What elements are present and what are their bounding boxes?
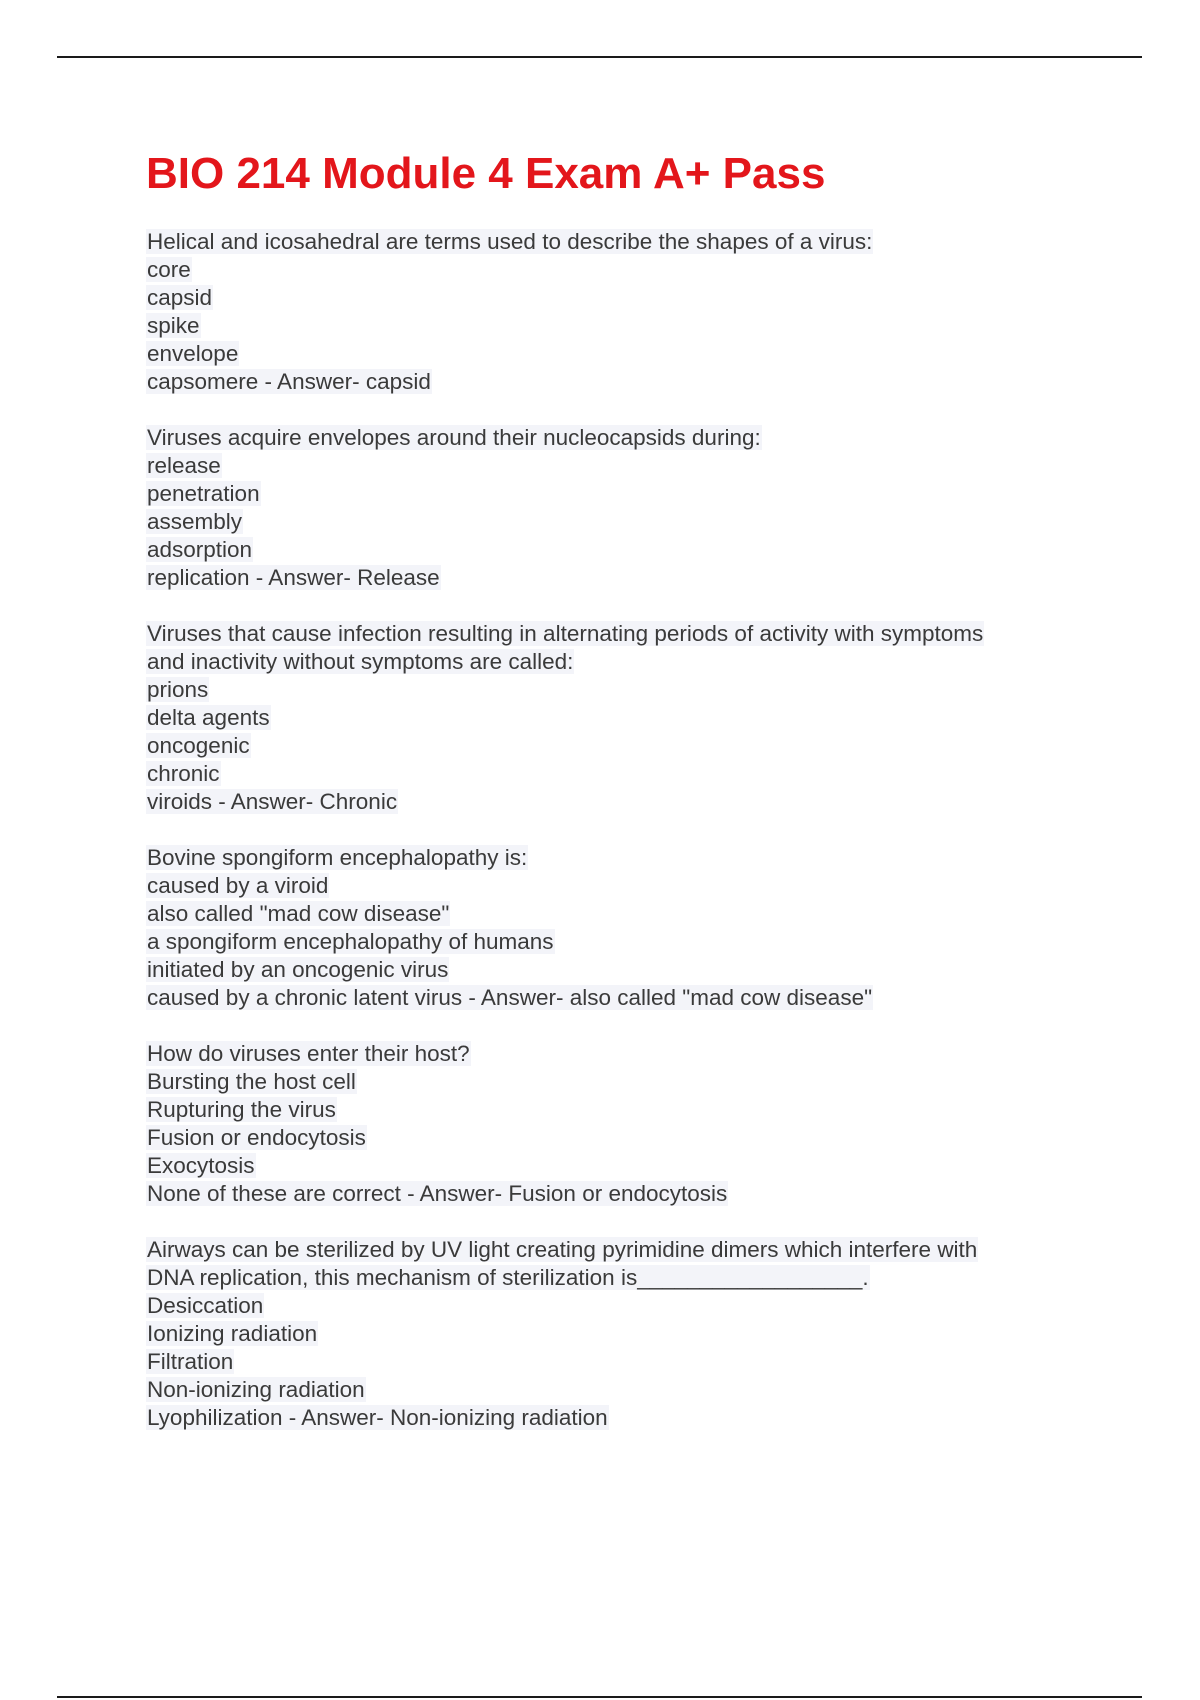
answer-option: caused by a viroid — [147, 873, 329, 898]
answer-option: Rupturing the virus — [147, 1097, 336, 1122]
footer-rule — [57, 1696, 1142, 1698]
question-text: Viruses acquire envelopes around their nucleocapsids during: — [147, 425, 761, 450]
answer-option: Fusion or endocytosis — [147, 1125, 366, 1150]
answer-option-with-key: None of these are correct - Answer- Fusion or endocytosis — [147, 1181, 728, 1206]
document-title: BIO 214 Module 4 Exam A+ Pass — [146, 149, 826, 198]
answer-option: assembly — [147, 509, 243, 534]
answer-option-with-key: viroids - Answer- Chronic — [147, 789, 398, 814]
answer-option: a spongiform encephalopathy of humans — [147, 929, 554, 954]
answer-option: Exocytosis — [147, 1153, 255, 1178]
answer-option: Ionizing radiation — [147, 1321, 318, 1346]
answer-option: core — [147, 257, 191, 282]
question-text: How do viruses enter their host? — [147, 1041, 470, 1066]
answer-option: adsorption — [147, 537, 253, 562]
question-block — [146, 228, 1106, 396]
answer-option: Desiccation — [147, 1293, 264, 1318]
question-text: and inactivity without symptoms are called: — [147, 649, 574, 674]
question-text: Helical and icosahedral are terms used to describe the shapes of a virus: — [147, 229, 873, 254]
question-text: Viruses that cause infection resulting in alternating periods of activity with symptoms — [147, 621, 984, 646]
question-block — [146, 620, 1106, 816]
answer-option: penetration — [147, 481, 260, 506]
answer-option-with-key: replication - Answer- Release — [147, 565, 440, 590]
answer-option: Filtration — [147, 1349, 234, 1374]
answer-option: prions — [147, 677, 209, 702]
question-block — [146, 424, 1106, 592]
question-text: Airways can be sterilized by UV light creating pyrimidine dimers which interfere with — [147, 1237, 978, 1262]
answer-option: oncogenic — [147, 733, 250, 758]
answer-option: also called "mad cow disease" — [147, 901, 450, 926]
answer-option: delta agents — [147, 705, 270, 730]
answer-option: Non-ionizing radiation — [147, 1377, 365, 1402]
question-block — [146, 844, 1106, 1012]
answer-option: envelope — [147, 341, 239, 366]
answer-option: spike — [147, 313, 200, 338]
question-text: Bovine spongiform encephalopathy is: — [147, 845, 528, 870]
answer-option-with-key: Lyophilization - Answer- Non-ionizing radiation — [147, 1405, 608, 1430]
question-text: DNA replication, this mechanism of sterilization is__________________. — [147, 1265, 869, 1290]
answer-option: initiated by an oncogenic virus — [147, 957, 449, 982]
answer-option-with-key: caused by a chronic latent virus - Answer- also called "mad cow disease" — [147, 985, 873, 1010]
header-rule — [57, 56, 1142, 58]
document-body — [146, 146, 1106, 1460]
answer-option-with-key: capsomere - Answer- capsid — [147, 369, 431, 394]
answer-option: capsid — [147, 285, 213, 310]
question-block — [146, 1236, 1106, 1432]
answer-option: release — [147, 453, 221, 478]
answer-option: Bursting the host cell — [147, 1069, 356, 1094]
answer-option: chronic — [147, 761, 220, 786]
question-block — [146, 1040, 1106, 1208]
